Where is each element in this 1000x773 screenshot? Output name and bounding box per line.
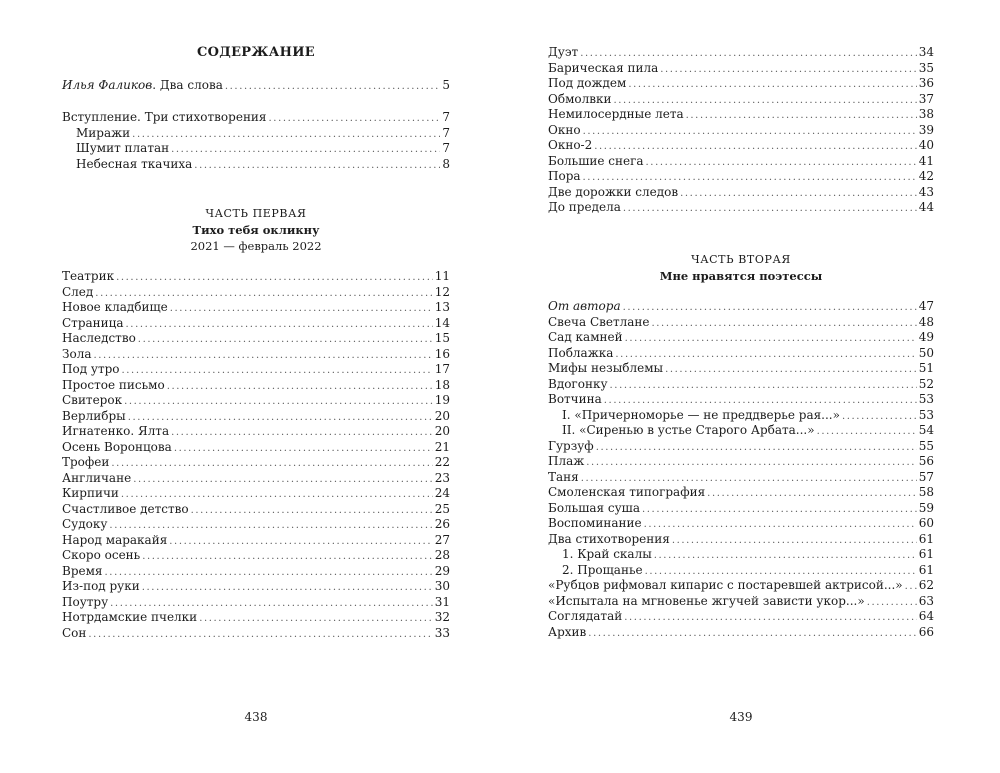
entry-page: 21	[434, 439, 450, 454]
toc-entry[interactable]	[548, 377, 934, 393]
dot-leader	[625, 331, 917, 347]
toc-entry[interactable]	[62, 110, 450, 126]
entry-page: 61	[918, 562, 934, 577]
dot-leader	[580, 46, 917, 62]
dot-leader	[623, 300, 917, 316]
entry-title: Под дождем	[548, 76, 627, 90]
dot-leader	[680, 186, 917, 202]
entry-title: . Два слова	[152, 78, 223, 92]
dot-leader	[628, 77, 916, 93]
toc-entry[interactable]	[548, 315, 934, 331]
entry-title: Шумит платан	[76, 141, 170, 155]
toc-entry[interactable]	[62, 157, 450, 173]
dot-leader	[583, 170, 917, 186]
toc-entry[interactable]	[548, 169, 934, 185]
entry-page: 20	[434, 424, 450, 438]
toc-entry[interactable]	[62, 300, 450, 316]
dot-leader	[171, 142, 440, 158]
entry-title: От автора	[548, 299, 621, 313]
dot-leader	[199, 611, 433, 627]
toc-entry[interactable]	[62, 517, 450, 533]
entry-page: 7	[442, 141, 450, 155]
entry-page: 59	[918, 500, 934, 515]
entry-title: Нотрдамские пчелки	[62, 610, 198, 624]
toc-entry[interactable]	[62, 455, 450, 471]
entry-title: Две дорожки следов	[548, 184, 679, 199]
dot-leader	[169, 534, 432, 550]
entry-page: 53	[918, 407, 934, 422]
toc-entry[interactable]	[62, 316, 450, 332]
entry-page: 50	[918, 345, 934, 360]
dot-leader	[194, 158, 440, 174]
entry-page: 53	[918, 392, 934, 406]
entry-title: I. «Причерноморье — не преддверье рая...»	[562, 407, 840, 422]
toc-entry[interactable]	[548, 123, 934, 139]
toc-entry[interactable]	[548, 408, 934, 424]
entry-page: 48	[918, 314, 934, 329]
entry-title: Сон	[62, 625, 87, 640]
dot-leader	[586, 455, 916, 471]
toc-entry[interactable]	[548, 361, 934, 377]
toc-entry[interactable]	[548, 107, 934, 123]
entry-page: 15	[434, 331, 450, 345]
dot-leader	[174, 441, 433, 457]
entry-title: Вдогонку	[548, 376, 608, 391]
part-label: ЧАСТЬ ВТОРАЯ	[691, 253, 791, 266]
entry-page: 18	[434, 377, 450, 392]
entry-title: Игнатенко. Ялта	[62, 424, 170, 438]
entry-page: 61	[918, 547, 934, 561]
author-name: Илья Фаликов	[62, 78, 153, 92]
entry-title: Театрик	[62, 269, 115, 283]
entry-title: Вотчина	[548, 392, 602, 406]
toc-entry[interactable]	[548, 454, 934, 470]
toc-entry[interactable]	[548, 439, 934, 455]
entry-page: 33	[434, 625, 450, 640]
dot-leader	[171, 425, 433, 441]
entry-title: Счастливое детство	[62, 501, 189, 516]
toc-entry[interactable]	[548, 45, 934, 61]
toc-heading: СОДЕРЖАНИЕ	[196, 45, 316, 60]
entry-page: 11	[434, 269, 450, 283]
entry-title: Новое кладбище	[62, 300, 168, 314]
entry-page: 27	[434, 532, 450, 547]
dot-leader	[110, 596, 433, 612]
dot-leader	[121, 487, 433, 503]
entry-title: Мифы незыблемы	[548, 361, 664, 375]
entry-page: 55	[918, 438, 934, 453]
entry-page: 64	[918, 609, 934, 623]
dot-leader	[95, 286, 432, 302]
entry-title: 2. Прощанье	[562, 562, 643, 577]
entry-page: 30	[434, 579, 450, 593]
entry-title: Верлибры	[62, 408, 126, 423]
entry-page: 13	[434, 300, 450, 314]
dot-leader	[132, 127, 440, 143]
entry-page: 20	[434, 408, 450, 423]
entry-page: 32	[434, 610, 450, 624]
entry-title: 1. Край скалы	[562, 547, 652, 561]
dot-leader	[644, 517, 917, 533]
dot-leader	[269, 111, 441, 127]
entry-page: 49	[918, 330, 934, 344]
dot-leader	[623, 201, 917, 217]
dot-leader	[122, 363, 433, 379]
entry-page: 52	[918, 376, 934, 391]
entry-page: 17	[434, 362, 450, 376]
dot-leader	[111, 456, 432, 472]
toc-entry[interactable]	[548, 330, 934, 346]
toc-entry[interactable]	[62, 564, 450, 580]
toc-entry[interactable]	[548, 200, 934, 216]
dot-leader	[116, 270, 433, 286]
dot-leader	[225, 79, 441, 95]
dot-leader	[665, 362, 917, 378]
entry-page: 62	[918, 578, 934, 592]
part-title: Тихо тебя окликну	[192, 223, 320, 237]
part-two-entries	[548, 299, 934, 640]
entry-page: 8	[442, 156, 450, 171]
entry-title: Соглядатай	[548, 609, 623, 623]
dot-leader	[88, 627, 432, 643]
part-two-header	[548, 252, 934, 284]
entry-page: 39	[918, 122, 934, 137]
preface-section	[62, 110, 450, 172]
toc-entry[interactable]	[548, 625, 934, 641]
toc-entry[interactable]	[548, 470, 934, 486]
entry-title: Наследство	[62, 331, 136, 345]
entry-page: 51	[918, 361, 934, 375]
right-page	[548, 0, 934, 773]
toc-entry[interactable]	[62, 595, 450, 611]
entry-page: 25	[434, 501, 450, 516]
entry-page: 44	[918, 200, 934, 214]
dot-leader	[615, 347, 916, 363]
entry-page: 23	[434, 470, 450, 485]
entry-title: Простое письмо	[62, 377, 165, 392]
entry-title: Англичане	[62, 470, 132, 485]
entry-page: 16	[434, 346, 450, 361]
toc-entry[interactable]	[62, 285, 450, 301]
entry-page: 41	[918, 153, 934, 168]
toc-entry[interactable]	[62, 362, 450, 378]
entry-title: Два стихотворения	[548, 531, 670, 546]
toc-entry[interactable]	[548, 501, 934, 517]
dot-leader	[660, 62, 916, 78]
dot-leader	[596, 440, 917, 456]
entry-title: Небесная ткачиха	[76, 156, 193, 171]
toc-entry[interactable]	[62, 409, 450, 425]
entry-title: Дуэт	[548, 45, 579, 59]
toc-entry[interactable]	[62, 548, 450, 564]
dot-leader	[624, 610, 916, 626]
entry-title: Обмолвки	[548, 91, 612, 106]
entry-page: 47	[918, 299, 934, 313]
entry-page: 56	[918, 454, 934, 468]
entry-title: Кирпичи	[62, 486, 119, 500]
entry-title: Народ маракайя	[62, 532, 168, 547]
entry-title: Судоку	[62, 517, 108, 531]
dot-leader	[707, 486, 917, 502]
entry-page: 43	[918, 184, 934, 199]
toc-entry[interactable]	[548, 299, 934, 315]
entry-title: Страница	[62, 315, 124, 330]
dot-leader	[686, 108, 917, 124]
dot-leader	[645, 564, 917, 580]
toc-entry[interactable]	[62, 269, 450, 285]
dot-leader	[842, 409, 917, 425]
entry-title: Зола	[62, 346, 92, 361]
toc-entry[interactable]	[62, 378, 450, 394]
entry-title: II. «Сиренью в устье Старого Арбата...»	[562, 423, 815, 437]
intro-section	[62, 78, 450, 94]
toc-entry[interactable]	[548, 154, 934, 170]
dot-leader	[646, 155, 917, 171]
toc-entry[interactable]	[548, 346, 934, 362]
entry-title: Архив	[548, 624, 587, 639]
dot-leader	[652, 316, 917, 332]
entry-title: Барическая пила	[548, 60, 659, 75]
entry-page: 26	[434, 517, 450, 531]
dot-leader	[583, 124, 917, 140]
entry-title: Трофеи	[62, 455, 110, 469]
entry-title: Под утро	[62, 362, 120, 376]
entry-title: Вступление. Три стихотворения	[62, 110, 267, 124]
entry-title: Большие снега	[548, 153, 644, 168]
part-dates: 2021 — февраль 2022	[190, 239, 322, 253]
entry-page: 57	[918, 469, 934, 484]
entry-page: 35	[918, 60, 934, 75]
dot-leader	[867, 595, 917, 611]
entry-title: Осень Воронцова	[62, 439, 172, 454]
toc-entry[interactable]	[62, 610, 450, 626]
dot-leader	[588, 626, 916, 642]
entry-title: Из-под руки	[62, 579, 140, 593]
toc-entry[interactable]	[548, 61, 934, 77]
dot-leader	[93, 348, 432, 364]
entry-page: 63	[918, 593, 934, 608]
dot-leader	[105, 565, 433, 581]
toc-entry[interactable]	[62, 471, 450, 487]
toc-entry[interactable]	[62, 502, 450, 518]
entry-title: Гурзуф	[548, 438, 594, 453]
entry-page: 58	[918, 485, 934, 499]
toc-entry[interactable]	[62, 141, 450, 157]
dot-leader	[191, 503, 433, 519]
toc-entry[interactable]	[548, 609, 934, 625]
toc-entry[interactable]	[62, 533, 450, 549]
entry-title: Таня	[548, 469, 579, 484]
dot-leader	[138, 332, 433, 348]
entry-page: 24	[434, 486, 450, 500]
entry-page: 12	[434, 284, 450, 299]
toc-entry[interactable]	[548, 594, 934, 610]
toc-entry[interactable]	[548, 547, 934, 563]
toc-entry[interactable]	[62, 579, 450, 595]
entry-title: Смоленская типография	[548, 485, 706, 499]
toc-entry[interactable]	[62, 626, 450, 642]
part-one-header	[62, 206, 450, 254]
entry-title: Скоро осень	[62, 548, 141, 562]
toc-entry[interactable]	[548, 563, 934, 579]
entry-page: 54	[918, 423, 934, 437]
toc-entry[interactable]	[548, 423, 934, 439]
toc-entry[interactable]	[62, 347, 450, 363]
dot-leader	[167, 379, 433, 395]
dot-leader	[604, 393, 917, 409]
dot-leader	[124, 394, 433, 410]
entry-page: 22	[434, 455, 450, 469]
entry-page: 66	[918, 624, 934, 639]
dot-leader	[614, 93, 917, 109]
entry-page: 28	[434, 548, 450, 562]
toc-entry[interactable]	[62, 440, 450, 456]
entry-title: Плаж	[548, 454, 585, 468]
part-title: Мне нравятся поэтессы	[659, 269, 823, 283]
dot-leader	[594, 139, 916, 155]
dot-leader	[581, 471, 917, 487]
toc-entry[interactable]	[62, 78, 450, 94]
entry-title: «Рубцов рифмовал кипарис с постаревшей актрисой...»	[548, 578, 903, 592]
toc-entry[interactable]	[62, 424, 450, 440]
entry-title: Окно-2	[548, 138, 593, 152]
dot-leader	[642, 502, 917, 518]
entry-page: 60	[918, 516, 934, 530]
toc-entry[interactable]	[548, 92, 934, 108]
entry-title: Время	[62, 563, 103, 578]
toc-entry[interactable]	[62, 126, 450, 142]
dot-leader	[109, 518, 432, 534]
entry-title: Миражи	[76, 125, 131, 140]
dot-leader	[133, 472, 433, 488]
entry-title: Сад камней	[548, 330, 623, 344]
page-number: 439	[729, 710, 753, 724]
part-one-entries	[62, 269, 450, 641]
left-page	[62, 0, 450, 773]
entry-page: 7	[442, 110, 450, 124]
toc-entry[interactable]	[548, 516, 934, 532]
entry-title: Свитерок	[62, 393, 123, 407]
entry-page: 5	[442, 78, 450, 92]
entry-title: «Испытала на мгновенье жгучей зависти укор...»	[548, 593, 865, 608]
entry-title: Воспоминание	[548, 516, 642, 530]
entry-page: 42	[918, 169, 934, 183]
dot-leader	[128, 410, 433, 426]
dot-leader	[654, 548, 917, 564]
dot-leader	[142, 580, 433, 596]
entry-title: Окно	[548, 122, 581, 137]
entry-page: 19	[434, 393, 450, 407]
entry-title: Немилосердные лета	[548, 107, 684, 121]
dot-leader	[610, 378, 917, 394]
toc-entry[interactable]	[62, 393, 450, 409]
entry-title: Поутру	[62, 594, 109, 609]
dot-leader	[817, 424, 917, 440]
entry-page: 40	[918, 138, 934, 152]
part-label: ЧАСТЬ ПЕРВАЯ	[205, 207, 307, 220]
entry-page: 31	[434, 594, 450, 609]
toc-entry[interactable]	[548, 185, 934, 201]
dot-leader	[672, 533, 917, 549]
entry-title: Поблажка	[548, 345, 614, 360]
dot-leader	[142, 549, 433, 565]
entry-title: Большая суша	[548, 500, 640, 515]
toc-entry[interactable]	[548, 76, 934, 92]
entry-title: До предела	[548, 200, 621, 214]
toc-entry[interactable]	[62, 486, 450, 502]
toc-entry[interactable]	[548, 392, 934, 408]
dot-leader	[126, 317, 433, 333]
entry-page: 61	[918, 531, 934, 546]
entry-page: 36	[918, 76, 934, 90]
toc-entry[interactable]	[548, 138, 934, 154]
entry-page: 38	[918, 107, 934, 121]
entry-title: След	[62, 284, 94, 299]
toc-entry[interactable]	[548, 578, 934, 594]
entry-page: 29	[434, 563, 450, 578]
toc-entry[interactable]	[62, 331, 450, 347]
toc-entry[interactable]	[548, 485, 934, 501]
entry-page: 37	[918, 91, 934, 106]
dot-leader	[170, 301, 433, 317]
part-one-entries-continued	[548, 45, 934, 216]
entry-title: Свеча Светлане	[548, 314, 650, 329]
dot-leader	[905, 579, 917, 595]
page-number: 438	[244, 710, 268, 724]
entry-page: 34	[918, 45, 934, 59]
entry-page: 14	[434, 315, 450, 330]
toc-entry[interactable]	[548, 532, 934, 548]
entry-page: 7	[442, 125, 450, 140]
entry-title: Пора	[548, 169, 581, 183]
